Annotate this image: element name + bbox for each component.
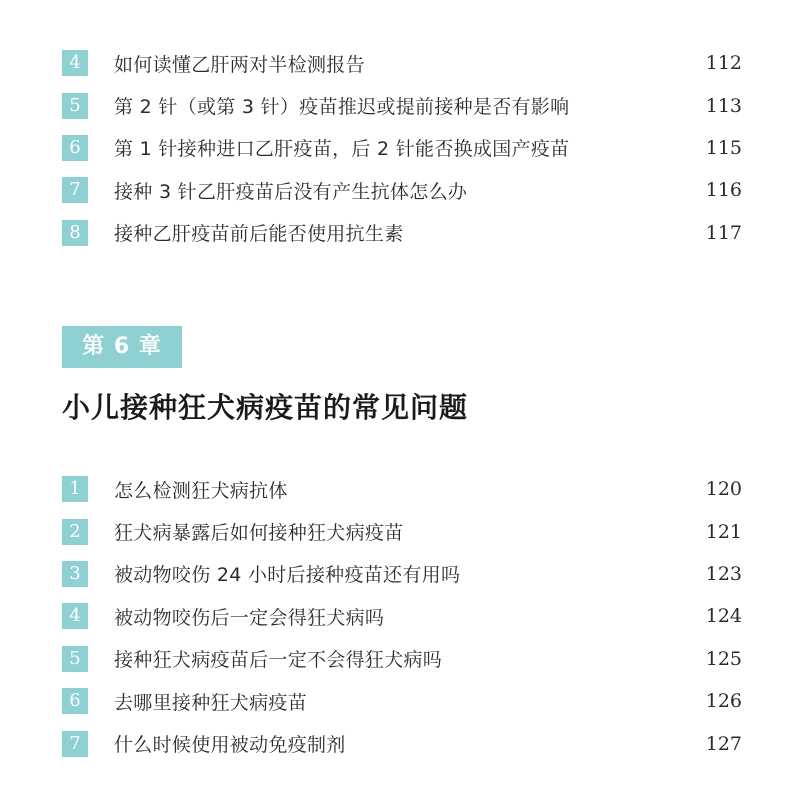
toc-list-previous-chapter (62, 42, 742, 254)
entry-number-badge: 1 (62, 476, 88, 502)
entry-title: 被动物咬伤后一定会得狂犬病吗 (114, 606, 385, 629)
entry-title: 什么时候使用被动免疫制剂 (114, 734, 346, 757)
entry-title: 怎么检测狂犬病抗体 (114, 479, 288, 502)
entry-page-number: 117 (705, 221, 742, 244)
toc-entry[interactable] (62, 510, 742, 552)
entry-page-number: 127 (705, 732, 742, 755)
entry-number-badge: 8 (62, 220, 88, 246)
toc-entry[interactable] (62, 722, 742, 764)
entry-title: 去哪里接种狂犬病疫苗 (114, 691, 308, 714)
toc-entry[interactable] (62, 468, 742, 510)
toc-entry[interactable] (62, 212, 742, 254)
toc-entry[interactable] (62, 42, 742, 84)
entry-page-number: 115 (705, 136, 742, 159)
entry-title: 第 1 针接种进口乙肝疫苗，后 2 针能否换成国产疫苗 (114, 138, 570, 161)
entry-page-number: 113 (705, 94, 742, 117)
entry-title: 接种乙肝疫苗前后能否使用抗生素 (114, 223, 404, 246)
toc-entry[interactable] (62, 680, 742, 722)
entry-number-badge: 5 (62, 646, 88, 672)
entry-page-number: 116 (705, 179, 742, 202)
entry-number-badge: 4 (62, 50, 88, 76)
entry-page-number: 121 (705, 520, 742, 543)
entry-page-number: 120 (705, 478, 742, 501)
entry-page-number: 124 (705, 605, 742, 628)
toc-entry[interactable] (62, 127, 742, 169)
entry-title: 第 2 针（或第 3 针）疫苗推迟或提前接种是否有影响 (114, 96, 570, 119)
toc-entry[interactable] (62, 638, 742, 680)
entry-title: 如何读懂乙肝两对半检测报告 (114, 53, 365, 76)
toc-entry[interactable] (62, 169, 742, 211)
entry-title: 被动物咬伤 24 小时后接种疫苗还有用吗 (114, 564, 461, 587)
entry-page-number: 123 (705, 562, 742, 585)
entry-title: 狂犬病暴露后如何接种狂犬病疫苗 (114, 522, 404, 545)
toc-entry[interactable] (62, 84, 742, 126)
entry-number-badge: 6 (62, 688, 88, 714)
entry-title: 接种 3 针乙肝疫苗后没有产生抗体怎么办 (114, 180, 468, 203)
entry-number-badge: 7 (62, 177, 88, 203)
toc-entry[interactable] (62, 553, 742, 595)
entry-number-badge: 5 (62, 93, 88, 119)
entry-page-number: 112 (705, 52, 742, 75)
entry-number-badge: 3 (62, 561, 88, 587)
entry-page-number: 125 (705, 647, 742, 670)
entry-number-badge: 6 (62, 135, 88, 161)
toc-list-chapter-6 (62, 468, 742, 765)
entry-number-badge: 4 (62, 603, 88, 629)
entry-number-badge: 2 (62, 519, 88, 545)
entry-page-number: 126 (705, 690, 742, 713)
entry-title: 接种狂犬病疫苗后一定不会得狂犬病吗 (114, 649, 443, 672)
entry-number-badge: 7 (62, 731, 88, 757)
toc-entry[interactable] (62, 595, 742, 637)
chapter-label: 第 6 章 (62, 326, 182, 368)
chapter-title: 小儿接种狂犬病疫苗的常见问题 (62, 391, 469, 424)
